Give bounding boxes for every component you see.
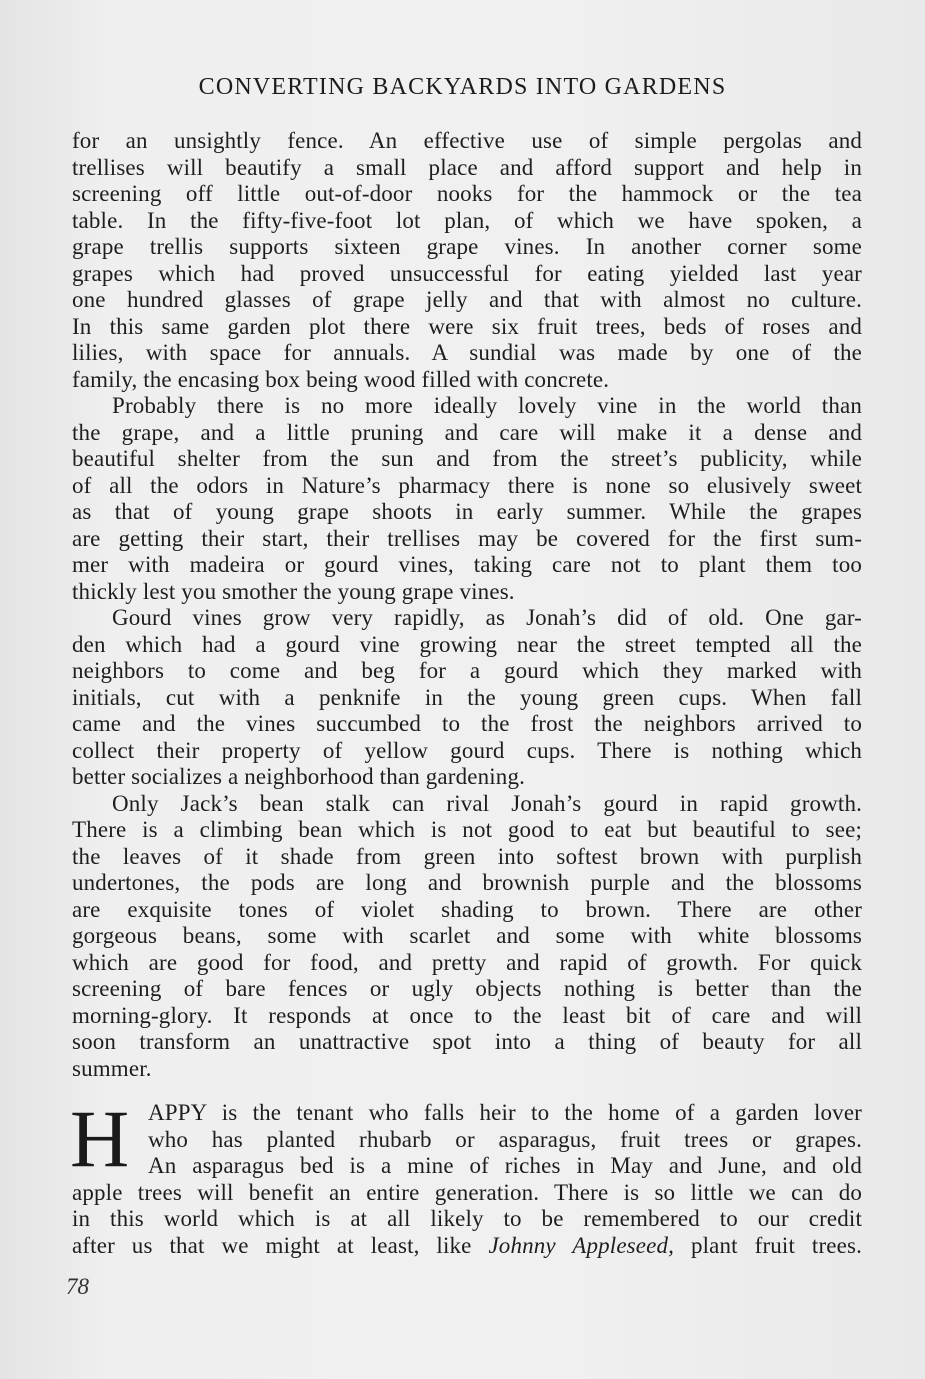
text-line: came and the vines succumbed to the frost the neighbors arrived to [72,711,862,736]
italic-name: Johnny Appleseed, [488,1232,675,1258]
paragraph [72,791,862,1083]
text-line: are getting their start, their trellises may be covered for the first sum- [72,525,862,551]
text-line: the leaves of it shade from green into softest brown with purplish [72,843,862,869]
text-line: grapes which had proved unsuccessful for eating yielded last year [72,260,862,286]
text-line: table. In the fifty-five-foot lot plan, of which we have spoken, a [72,207,862,233]
text-line: trellises will beautify a small place and afford support and help in [72,154,862,180]
text-line: as that of young grape shoots in early summer. While the grapes [72,499,862,524]
text-line: who has planted rhubarb or asparagus, fruit trees or grapes. [148,1126,862,1152]
text-line: There is a climbing bean which is not good to eat but beautiful to see; [72,817,862,842]
text-line: gorgeous beans, some with scarlet and some with white blossoms [72,923,862,948]
text-line: morning-glory. It responds at once to the least bit of care and will [72,1002,862,1028]
page-number: 78 [66,1274,89,1299]
text-line: which are good for food, and pretty and rapid of growth. For quick [72,949,862,975]
text-line: summer. [72,1055,152,1081]
text-line: family, the encasing box being wood filled with concrete. [72,366,610,392]
text-line: Gourd vines grow very rapidly, as Jonah’s did of old. One gar- [112,605,862,630]
text-line: APPY is the tenant who falls heir to the home of a garden lover [148,1100,862,1125]
text-line: thickly lest you smother the young grape vines. [72,578,515,604]
running-head: CONVERTING BACKYARDS INTO GARDENS [198,74,727,100]
text-line: lilies, with space for annuals. A sundial was made by one of the [72,340,862,365]
paragraph [72,128,862,393]
body-text [72,128,862,1082]
text-line: for an unsightly fence. An effective use of simple pergolas and [72,128,862,153]
text-line: are exquisite tones of violet shading to brown. There are other [72,896,862,922]
section-two [70,1093,862,1259]
drop-cap: H [70,1093,130,1184]
paragraph [72,393,862,605]
text-line: An asparagus bed is a mine of riches in May and June, and old [148,1153,862,1178]
text-line: collect their property of yellow gourd cups. There is nothing which [72,737,862,763]
text-line: of all the odors in Nature’s pharmacy there is none so elusively sweet [72,472,862,498]
text-line: undertones, the pods are long and brownish purple and the blossoms [72,870,862,895]
text-segment: after us that we might at least, like [72,1232,489,1258]
text-line: better socializes a neighborhood than gardening. [72,764,525,789]
paragraph [72,605,862,791]
text-line: grape trellis supports sixteen grape vines. In another corner some [72,234,862,259]
text-line: in this world which is at all likely to be remembered to our credit [72,1206,862,1231]
text-line: mer with madeira or gourd vines, taking care not to plant them too [72,552,862,577]
text-line: Only Jack’s bean stalk can rival Jonah’s gourd in rapid growth. [112,790,862,816]
text-line: Probably there is no more ideally lovely vine in the world than [112,393,862,418]
text-line: one hundred glasses of grape jelly and that with almost no culture. [72,287,862,312]
text-line: screening off little out-of-door nooks for the hammock or the tea [72,181,862,206]
text-line: beautiful shelter from the sun and from the street’s publicity, while [72,446,862,471]
text-line: initials, cut with a penknife in the young green cups. When fall [72,684,862,710]
text-line: In this same garden plot there were six fruit trees, beds of roses and [72,313,862,339]
text-line: soon transform an unattractive spot into a thing of beauty for all [72,1029,862,1054]
text-line: neighbors to come and beg for a gourd which they marked with [72,658,862,683]
text-line: den which had a gourd vine growing near the street tempted all the [72,631,862,657]
text-segment: plant fruit trees. [674,1232,862,1258]
text-line: the grape, and a little pruning and care will make it a dense and [72,419,862,445]
text-line: screening of bare fences or ugly objects nothing is better than the [72,976,862,1001]
text-line: apple trees will benefit an entire generation. There is so little we can do [72,1179,862,1205]
text-line-final [72,1233,862,1260]
